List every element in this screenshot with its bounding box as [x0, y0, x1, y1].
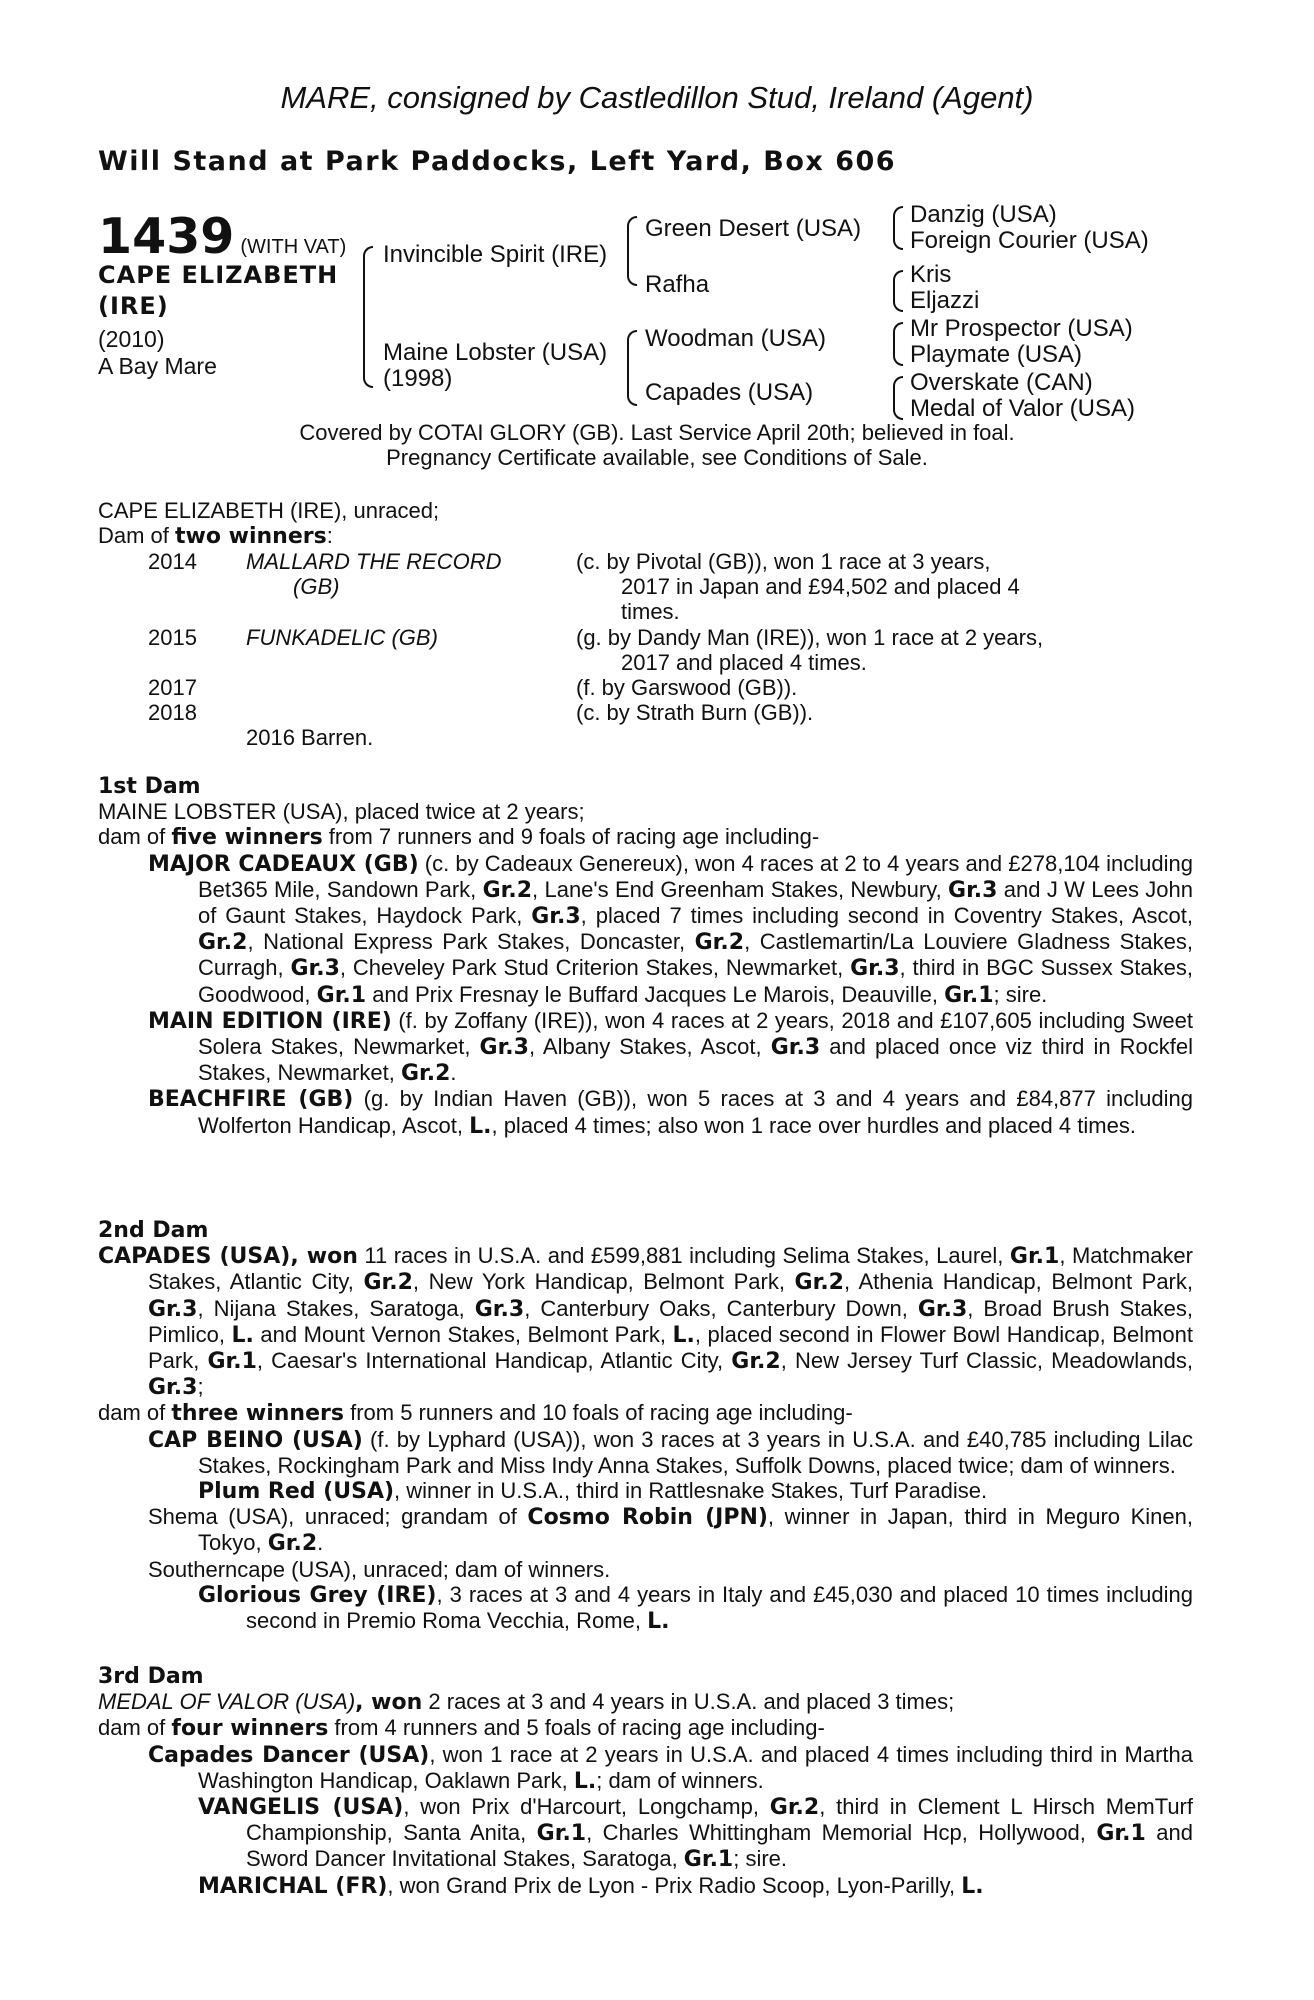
grade: Gr.1 — [1009, 1244, 1060, 1270]
text: , won Grand Prix de Lyon - Prix Radio Scoop, Lyon-Parilly, — [387, 1872, 962, 1898]
horse-description: A Bay Mare — [98, 353, 217, 379]
text: , National Express Park Stakes, Doncaster, — [247, 929, 695, 955]
grade: Gr.3 — [770, 1035, 821, 1061]
pedigree-dam-year: (1998) — [383, 365, 453, 392]
covered-line1: Covered by COTAI GLORY (GB). Last Service April 20th; believed in foal. — [299, 420, 1015, 445]
text: (f. by Lyphard (USA)), won 3 races at 3 years in U.S.A. and £40,785 including Lilac Stakes, Rockingham Park and Miss Indy Anna Stakes, Suffolk Downs, placed twice; dam of winners. — [198, 1426, 1193, 1478]
text: from 7 runners and 9 foals of racing age including- — [322, 824, 820, 850]
text: , won Prix d'Harcourt, Longchamp, — [403, 1794, 770, 1820]
produce-intro: CAPE ELIZABETH (IRE), unraced; — [98, 498, 440, 523]
text: , Athenia Handicap, Belmont Park, — [843, 1269, 1193, 1295]
dam-of-line — [98, 523, 1193, 549]
lot-number: 1439 — [98, 208, 235, 265]
produce-detail-line2: 2017 in Japan and £94,502 and placed 4 — [621, 574, 1020, 600]
winner-count: two winners — [175, 524, 327, 550]
text: and placed once viz third in Rockfel Stakes, Newmarket, — [198, 1034, 1193, 1086]
pedigree-sds: Kris — [910, 261, 952, 288]
pedigree-sire: Invincible Spirit (IRE) — [383, 241, 608, 268]
grade: Gr.2 — [794, 1270, 844, 1296]
foaling-year: (2010) — [98, 326, 165, 352]
text: dam of — [98, 1400, 172, 1426]
grade: Gr.3 — [917, 1296, 968, 1322]
text: dam of — [98, 824, 172, 850]
dam-summary: MAINE LOBSTER (USA), placed twice at 2 years; — [98, 799, 585, 825]
text: ; sire. — [733, 1846, 788, 1872]
progeny-entry — [98, 1086, 1193, 1138]
pedigree-brace-sd — [893, 270, 903, 312]
grade: Gr.3 — [948, 877, 998, 903]
pedigree-sire-dam: Rafha — [645, 271, 710, 298]
grade: Gr.3 — [531, 904, 581, 930]
pedigree-dam: Maine Lobster (USA) — [383, 339, 608, 366]
grade: Gr.2 — [400, 1061, 451, 1087]
grand-progeny-entry — [98, 1873, 1193, 1899]
progeny-name: CAP BEINO (USA) — [148, 1427, 363, 1453]
winner-count: five winners — [171, 825, 323, 851]
text: ; sire. — [993, 981, 1048, 1007]
produce-year: 2018 — [148, 700, 197, 726]
winner-count: three winners — [171, 1401, 344, 1427]
grade: Gr.3 — [479, 1035, 529, 1061]
text: , Broad Brush Stakes, Pimlico, — [148, 1295, 1193, 1347]
text: , Matchmaker Stakes, Atlantic City, — [148, 1243, 1193, 1295]
text: and Sword Dancer Invitational Stakes, Saratoga, — [246, 1820, 1193, 1872]
text: : — [326, 523, 333, 549]
text: from 4 runners and 5 foals of racing age including- — [328, 1715, 825, 1741]
text: , winner in Japan, third in Meguro Kinen, Tokyo, — [198, 1504, 1193, 1556]
pedigree-ddd: Medal of Valor (USA) — [910, 395, 1135, 422]
text: , third in BGC Sussex Stakes, Goodwood, — [198, 955, 1193, 1007]
covering-note — [0, 420, 1314, 470]
grand-progeny-entry — [98, 1794, 1193, 1873]
dam-entry — [98, 1689, 1193, 1715]
covered-line2: Pregnancy Certificate available, see Conditions of Sale. — [386, 445, 928, 470]
page-title: MARE, consigned by Castledillon Stud, Ireland (Agent) — [280, 80, 1034, 115]
first-dam-section — [98, 774, 1193, 1139]
text: , Castlemartin/La Louviere Gladness Stakes, Curragh, — [198, 929, 1194, 981]
produce-name-line2: (GB) — [293, 574, 340, 600]
dam-of-line — [98, 824, 1193, 850]
pedigree-sdd: Eljazzi — [910, 287, 980, 314]
grand-progeny-entry — [98, 1478, 1193, 1504]
produce-detail: (c. by Pivotal (GB)), won 1 race at 3 years, — [576, 549, 991, 575]
pedigree-brace-dd — [893, 376, 903, 420]
grade: L. — [573, 1768, 597, 1794]
text: Shema (USA), unraced; grandam of — [148, 1504, 528, 1530]
grade: Gr.1 — [944, 982, 994, 1008]
grade: Gr.2 — [731, 1349, 781, 1375]
produce-year: 2014 — [148, 549, 197, 575]
grade: Gr.1 — [683, 1847, 734, 1873]
text: , winner in U.S.A., third in Rattlesnake Stakes, Turf Paradise. — [394, 1478, 988, 1504]
grade: Gr.1 — [1096, 1821, 1146, 1847]
pedigree-dds: Overskate (CAN) — [910, 369, 1093, 396]
pedigree-dam-dam: Capades (USA) — [645, 379, 814, 406]
text: and J W Lees John of Gaunt Stakes, Haydock Park, — [198, 876, 1193, 929]
progeny-entry — [98, 1557, 1193, 1582]
grade: Gr.1 — [207, 1349, 257, 1375]
grade: Gr.3 — [850, 956, 900, 982]
pedigree-sire-sire: Green Desert (USA) — [645, 215, 862, 242]
produce-detail-line3: times. — [621, 599, 680, 625]
dam-entry — [98, 1243, 1193, 1400]
grade: Gr.2 — [694, 930, 745, 956]
text: (c. by Cadeaux Genereux), won 4 races at 2 to 4 years and £278,104 including Bet365 Mile, Sandown Park, — [198, 850, 1194, 902]
vat-label: (WITH VAT) — [240, 236, 347, 258]
produce-year: 2015 — [148, 625, 197, 651]
grade: Gr.3 — [148, 1296, 198, 1322]
text: . — [317, 1530, 324, 1556]
produce-detail: (g. by Dandy Man (IRE)), won 1 race at 2 years, — [576, 625, 1044, 651]
text: , Albany Stakes, Ascot, — [528, 1034, 771, 1060]
text: . — [450, 1060, 457, 1086]
produce-record — [98, 498, 1193, 751]
grade: Gr.3 — [148, 1375, 198, 1401]
produce-year: 2017 — [148, 675, 197, 701]
pedigree-brace-ss — [893, 206, 903, 250]
text: , Lane's End Greenham Stakes, Newbury, — [532, 876, 949, 902]
text: , placed 4 times; also won 1 race over hurdles and placed 4 times. — [491, 1112, 1136, 1138]
pedigree-dsd: Playmate (USA) — [910, 341, 1083, 368]
pedigree-brace-main — [363, 246, 373, 388]
pedigree-brace-sire — [627, 216, 637, 286]
produce-row-2017 — [98, 675, 1193, 700]
third-dam-section — [98, 1664, 1193, 1899]
grade: Gr.2 — [482, 877, 533, 903]
produce-row-2018 — [98, 700, 1193, 725]
produce-row-2015 — [98, 625, 1193, 675]
text: , 3 races at 3 and 4 years in Italy and £45,030 and placed 10 times including second in Premio Roma Vecchia, Rome, — [246, 1581, 1193, 1634]
text: , Charles Whittingham Memorial Hcp, Hollywood, — [586, 1820, 1097, 1846]
horse-name-line2: (IRE) — [98, 292, 169, 320]
text: 11 races in U.S.A. and £599,881 including Selima Stakes, Laurel, — [357, 1243, 1010, 1269]
dam-of-line — [98, 1400, 1193, 1426]
grade: L. — [672, 1322, 695, 1348]
produce-detail: (f. by Garswood (GB)). — [576, 675, 798, 701]
text: 2 races at 3 and 4 years in U.S.A. and placed 3 times; — [422, 1689, 955, 1715]
text: , placed 7 times including second in Coventry Stakes, Ascot, — [580, 903, 1193, 929]
second-dam-section — [98, 1218, 1193, 1634]
progeny-name: MAJOR CADEAUX (GB) — [148, 851, 419, 877]
produce-name: FUNKADELIC (GB) — [246, 625, 438, 651]
grade: Gr.1 — [536, 1821, 587, 1847]
text: and Prix Fresnay le Buffard Jacques Le Marois, Deauville, — [366, 981, 945, 1007]
lot-number-block — [98, 208, 346, 265]
produce-name: MALLARD THE RECORD — [246, 549, 502, 575]
progeny-entry — [98, 1008, 1193, 1087]
text: , won 1 race at 2 years in U.S.A. and placed 4 times including third in Martha Washington Handicap, Oaklawn Park, — [198, 1741, 1193, 1793]
text: , Nijana Stakes, Saratoga, — [197, 1295, 475, 1321]
grade: Gr.3 — [474, 1296, 525, 1322]
progeny-name: BEACHFIRE (GB) — [148, 1087, 354, 1113]
text: dam of — [98, 1715, 172, 1741]
grand-progeny-entry — [98, 1582, 1193, 1634]
text: (g. by Indian Haven (GB)), won 5 races at 3 and 4 years and £84,877 including Wolferton Handicap, Ascot, — [198, 1086, 1193, 1138]
text: , New York Handicap, Belmont Park, — [412, 1269, 795, 1295]
won-label: , won — [355, 1690, 423, 1716]
text: Dam of — [98, 523, 176, 549]
dam-name: CAPADES (USA) — [98, 1244, 291, 1270]
pedigree-dss: Mr Prospector (USA) — [910, 315, 1133, 342]
grade: Gr.3 — [290, 956, 340, 982]
text: and Mount Vernon Stakes, Belmont Park, — [253, 1321, 673, 1347]
horse-name-line1: CAPE ELIZABETH — [98, 261, 339, 289]
grade: Gr.2 — [267, 1531, 318, 1557]
grade: Gr.2 — [363, 1270, 413, 1296]
grade: Gr.2 — [769, 1795, 820, 1821]
section-heading: 2nd Dam — [98, 1218, 209, 1243]
progeny-entry — [98, 1427, 1193, 1478]
grade: Gr.2 — [198, 930, 248, 956]
winner-count: four winners — [171, 1716, 329, 1742]
dam-name: MEDAL OF VALOR (USA) — [98, 1689, 356, 1715]
progeny-name: MAIN EDITION (IRE) — [148, 1008, 392, 1034]
section-heading: 3rd Dam — [98, 1664, 204, 1689]
text: Southerncape (USA), unraced; dam of winners. — [148, 1556, 611, 1582]
grade: L. — [469, 1113, 492, 1139]
text: , third in Clement L Hirsch MemTurf Championship, Santa Anita, — [246, 1794, 1193, 1846]
grade: L. — [961, 1873, 984, 1899]
progeny-entry — [98, 1504, 1193, 1556]
progeny-name: Glorious Grey (IRE) — [198, 1582, 437, 1608]
grade: L. — [647, 1609, 670, 1635]
barren-note: 2016 Barren. — [246, 725, 374, 751]
text: , Canterbury Oaks, Canterbury Down, — [524, 1295, 918, 1321]
progeny-name: Capades Dancer (USA) — [148, 1742, 430, 1768]
section-heading: 1st Dam — [98, 774, 201, 799]
dam-of-line — [98, 1715, 1193, 1741]
progeny-name: VANGELIS (USA) — [198, 1795, 404, 1821]
produce-row-2014 — [98, 549, 1193, 625]
grade: Gr.1 — [316, 982, 367, 1008]
won-label: , won — [290, 1244, 358, 1270]
grade: L. — [231, 1322, 254, 1348]
text: , Caesar's International Handicap, Atlantic City, — [256, 1348, 732, 1374]
text: , New Jersey Turf Classic, Meadowlands, — [780, 1348, 1193, 1374]
text: (f. by Zoffany (IRE)), won 4 races at 2 years, 2018 and £107,605 including Sweet Solera Stakes, Newmarket, — [198, 1007, 1193, 1060]
progeny-name: Cosmo Robin (JPN) — [527, 1505, 768, 1531]
pedigree-brace-ds — [893, 322, 903, 366]
horse-name — [98, 260, 358, 322]
pedigree-dam-sire: Woodman (USA) — [645, 325, 826, 352]
text: ; — [197, 1374, 204, 1400]
progeny-name: Plum Red (USA) — [198, 1479, 395, 1505]
progeny-entry — [98, 851, 1193, 1008]
text: , placed second in Flower Bowl Handicap, Belmont Park, — [148, 1321, 1193, 1374]
produce-detail: (c. by Strath Burn (GB)). — [576, 700, 814, 726]
text: from 5 runners and 10 foals of racing age including- — [343, 1400, 853, 1426]
stand-location: Will Stand at Park Paddocks, Left Yard, Box 606 — [98, 146, 897, 177]
produce-detail-line2: 2017 and placed 4 times. — [621, 650, 867, 676]
progeny-entry — [98, 1742, 1193, 1794]
horse-info — [98, 326, 217, 380]
progeny-name: MARICHAL (FR) — [198, 1873, 388, 1899]
pedigree-sss: Danzig (USA) — [910, 201, 1057, 228]
pedigree-brace-dam — [627, 330, 637, 406]
text: , Cheveley Park Stud Criterion Stakes, Newmarket, — [339, 955, 851, 981]
pedigree-ssd: Foreign Courier (USA) — [910, 227, 1149, 254]
text: ; dam of winners. — [596, 1767, 764, 1793]
